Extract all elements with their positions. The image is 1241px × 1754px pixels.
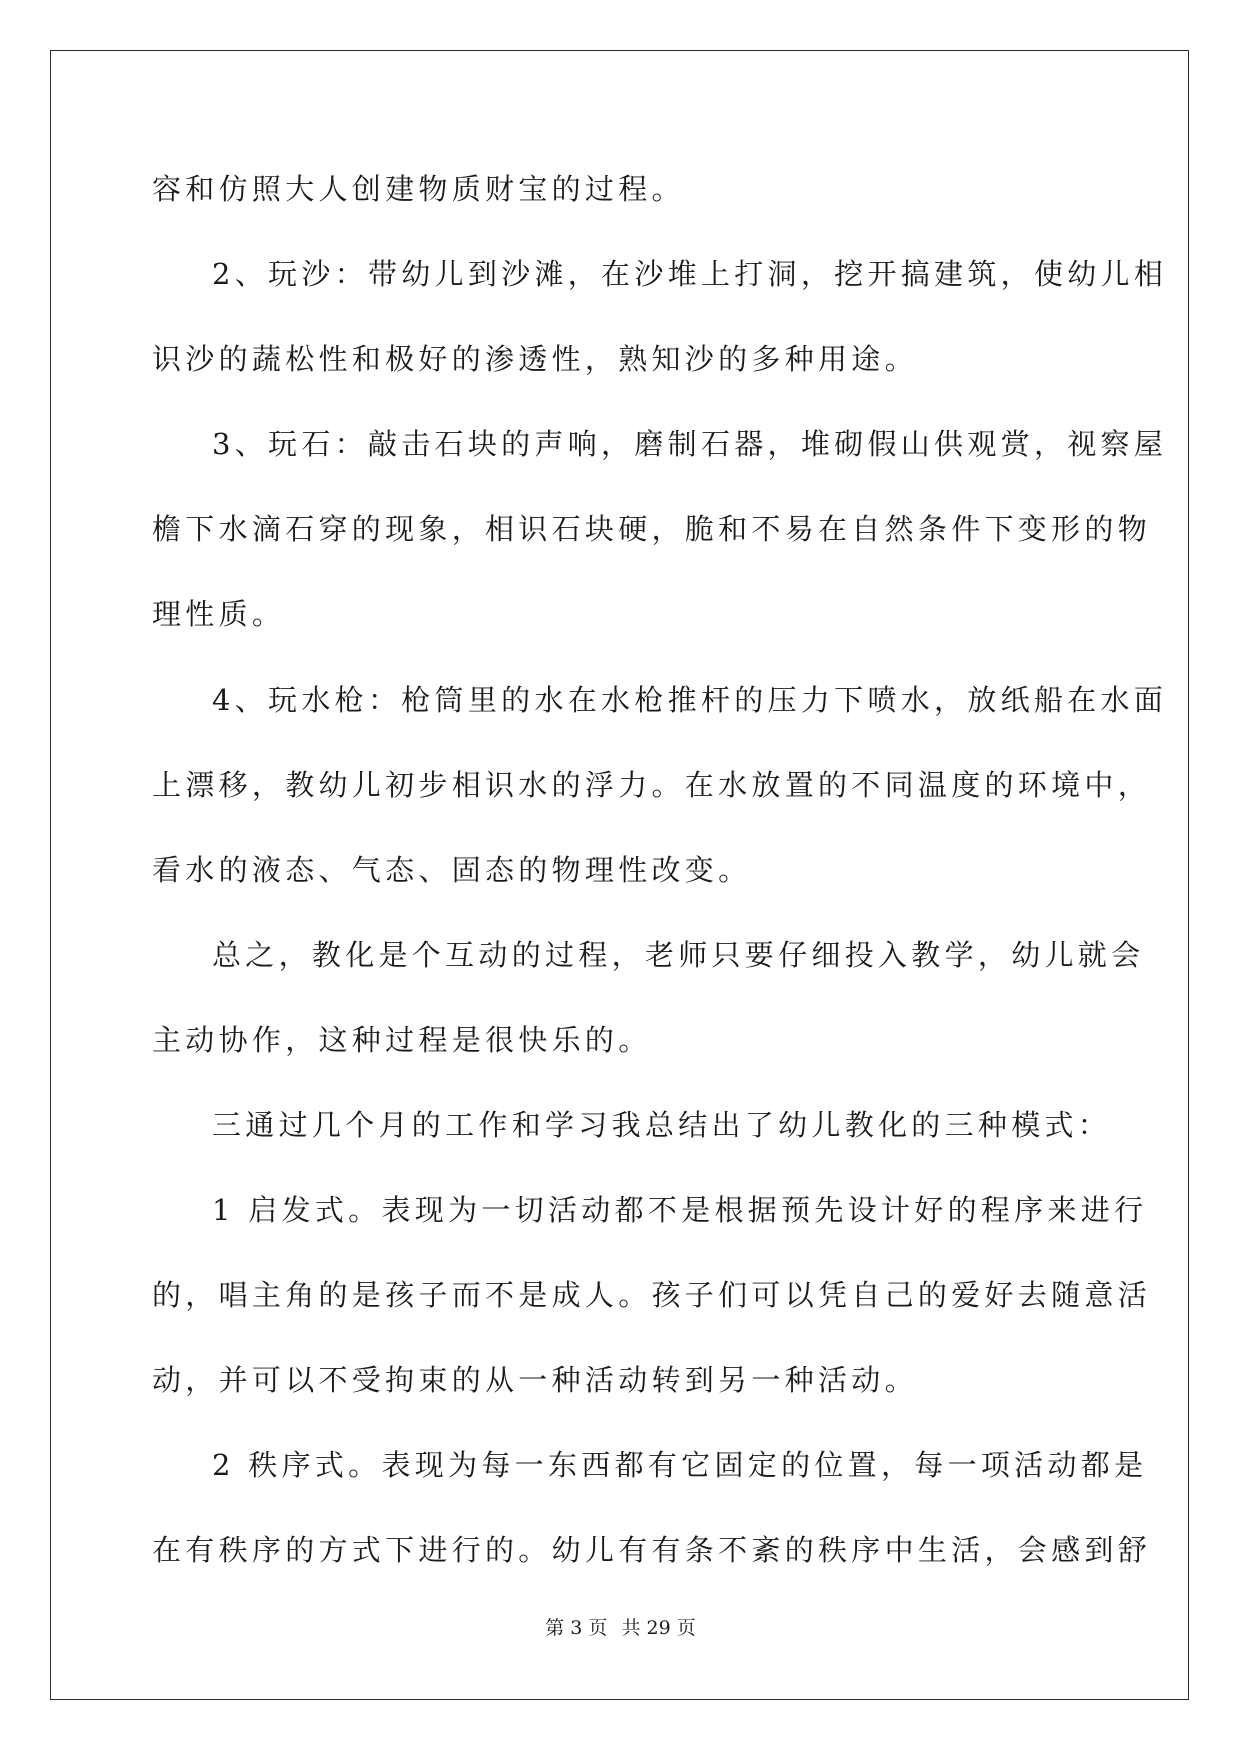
text-line: 2、玩沙：带幼儿到沙滩，在沙堆上打洞，挖开搞建筑，使幼儿相: [212, 257, 1168, 291]
text-line: 2 秩序式。表现为每一东西都有它固定的位置，每一项活动都是: [212, 1448, 1148, 1482]
text-line: 识沙的蔬松性和极好的渗透性，熟知沙的多种用途。: [152, 342, 918, 376]
text-line: 3、玩石：敲击石块的声响，磨制石器，堆砌假山供观赏，视察屋: [212, 427, 1168, 461]
text-line: 上漂移，教幼儿初步相识水的浮力。在水放置的不同温度的环境中，: [152, 768, 1152, 802]
text-line: 动，并可以不受拘束的从一种活动转到另一种活动。: [152, 1363, 918, 1397]
text-line: 檐下水滴石穿的现象，相识石块硬，脆和不易在自然条件下变形的物: [152, 512, 1152, 546]
text-line: 三通过几个月的工作和学习我总结出了幼儿教化的三种模式：: [212, 1108, 1112, 1142]
text-line: 1 启发式。表现为一切活动都不是根据预先设计好的程序来进行: [212, 1193, 1148, 1227]
page-total: 共 29 页: [621, 1617, 696, 1639]
text-line: 看水的液态、气态、固态的物理性改变。: [152, 853, 752, 887]
text-line: 主动协作，这种过程是很快乐的。: [152, 1023, 652, 1057]
text-line: 的，唱主角的是孩子而不是成人。孩子们可以凭自己的爱好去随意活: [152, 1278, 1152, 1312]
text-line: 总之，教化是个互动的过程，老师只要仔细投入教学，幼儿就会: [212, 938, 1145, 972]
text-line: 4、玩水枪：枪筒里的水在水枪推杆的压力下喷水，放纸船在水面: [212, 683, 1168, 717]
page-number: 第 3 页: [545, 1617, 608, 1639]
page-footer: [0, 1616, 1241, 1640]
text-line: 容和仿照大人创建物质财宝的过程。: [152, 172, 685, 206]
text-line: 在有秩序的方式下进行的。幼儿有有条不紊的秩序中生活，会感到舒: [152, 1533, 1152, 1567]
text-line: 理性质。: [152, 597, 286, 631]
